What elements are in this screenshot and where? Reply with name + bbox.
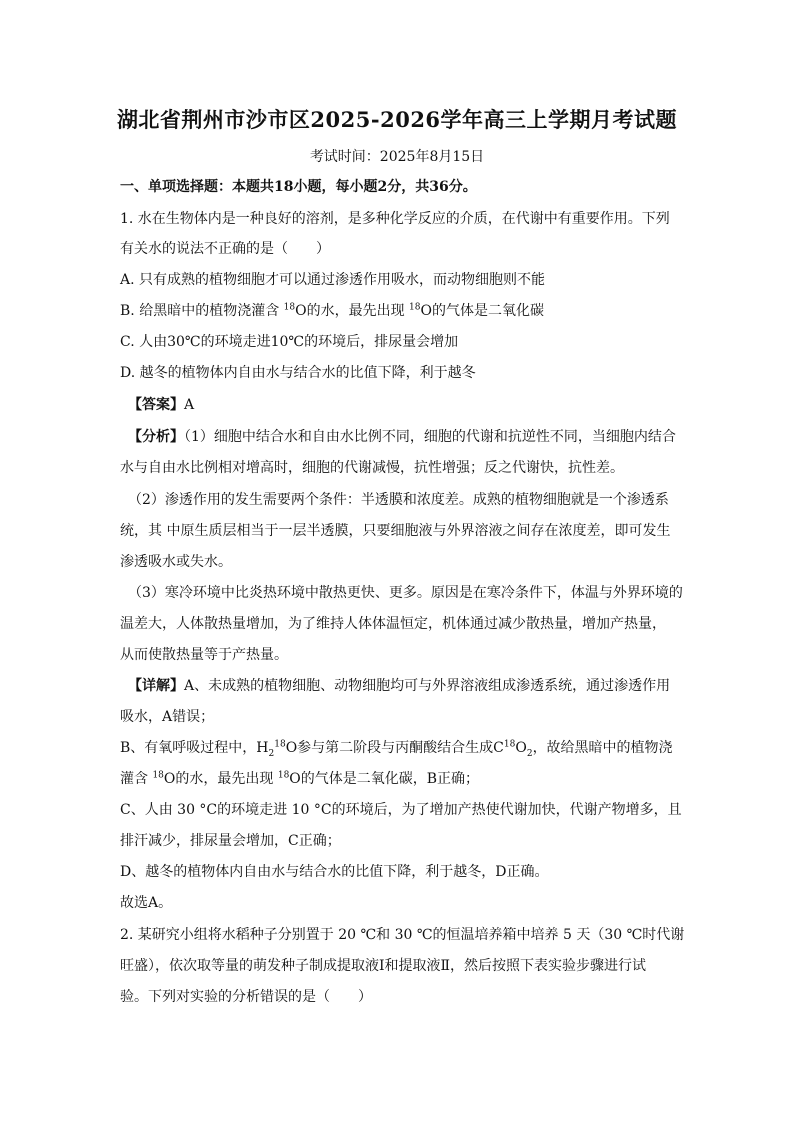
q1-option-b: B. 给黑暗中的植物浇灌含 $^{18}$O的水，最先出现 $^{18}$O的气体是二氧化碳 xyxy=(120,302,544,319)
q1-answer: 【答案】A xyxy=(128,397,195,413)
q1-analysis-line8: 从而使散热量等于产热量。 xyxy=(120,647,288,663)
q1-option-c: C. 人由30℃的环境走进10℃的环境后，排尿量会增加 xyxy=(120,334,459,350)
q1-analysis-line5: 渗透吸水或失水。 xyxy=(120,554,232,570)
q1-conclusion: 故选A。 xyxy=(120,895,173,911)
q1-detail-line2: 吸水，A错误； xyxy=(120,709,215,725)
q1-analysis-line6: （3）寒冷环境中比炎热环境中散热更快、更多。原因是在寒冷条件下，体温与外界环境的 xyxy=(128,585,683,601)
q1-detail-line1: 【详解】A、未成熟的植物细胞、动物细胞均可与外界溶液组成渗透系统，通过渗透作用 xyxy=(128,678,671,694)
q1-analysis-line1: 【分析】（1）细胞中结合水和自由水比例不同，细胞的代谢和抗逆性不同，当细胞内结合 xyxy=(128,429,676,445)
q1-stem-line1: 1. 水在生物体内是一种良好的溶剂，是多种化学反应的介质，在代谢中有重要作用。下列 xyxy=(120,211,670,227)
page-title: 湖北省荆州市沙市区2025-2026学年高三上学期月考试题 xyxy=(116,107,678,132)
q2-stem-line2: 旺盛），依次取等量的萌发种子制成提取液Ⅰ和提取液Ⅱ，然后按照下表实验步骤进行试 xyxy=(120,958,647,974)
q1-analysis-line7: 温差大，人体散热量增加，为了维持人体体温恒定，机体通过减少散热量，增加产热量， xyxy=(120,616,666,632)
q1-detail-c-line2: 排汗减少，排尿量会增加，C正确； xyxy=(120,833,341,849)
q1-detail-c-line1: C、人由 30 °C的环境走进 10 °C的环境后，为了增加产热使代谢加快，代谢产物增多，且 xyxy=(120,802,682,818)
q1-detail-d: D、越冬的植物体内自由水与结合水的比值下降，利于越冬，D正确。 xyxy=(120,864,549,880)
q1-option-d: D. 越冬的植物体内自由水与结合水的比值下降，利于越冬 xyxy=(120,365,476,381)
q1-stem-line2: 有关水的说法不正确的是（ ） xyxy=(120,241,330,257)
q2-stem-line1: 2. 某研究小组将水稻种子分别置于 20 ℃和 30 ℃的恒温培养箱中培养 5 天（30 ℃时代谢 xyxy=(120,927,685,943)
section-heading: 一、单项选择题：本题共18小题，每小题2分，共36分。 xyxy=(120,179,477,195)
q1-detail-b-line2: 灌含 $^{18}$O的水，最先出现 $^{18}$O的气体是二氧化碳，B正确； xyxy=(120,770,480,787)
q1-analysis-line3: （2）渗透作用的发生需要两个条件：半透膜和浓度差。成熟的植物细胞就是一个渗透系 xyxy=(128,492,669,508)
q1-analysis-line2: 水与自由水比例相对增高时，细胞的代谢减慢，抗性增强；反之代谢快，抗性差。 xyxy=(120,460,624,476)
q1-analysis-line4: 统，其 中原生质层相当于一层半透膜，只要细胞液与外界溶液之间存在浓度差，即可发生 xyxy=(120,523,671,539)
exam-time: 考试时间：2025年8月15日 xyxy=(309,149,485,165)
q1-option-a: A. 只有成熟的植物细胞才可以通过渗透作用吸水，而动物细胞则不能 xyxy=(120,272,546,288)
q2-stem-line3: 验。下列对实验的分析错误的是（ ） xyxy=(120,989,372,1005)
q1-detail-b-line1: B、有氧呼吸过程中，$H_2^{18}O$参与第二阶段与丙酮酸结合生成$C^{18}O_2$，故给黑暗中的植物浇 xyxy=(120,739,673,759)
